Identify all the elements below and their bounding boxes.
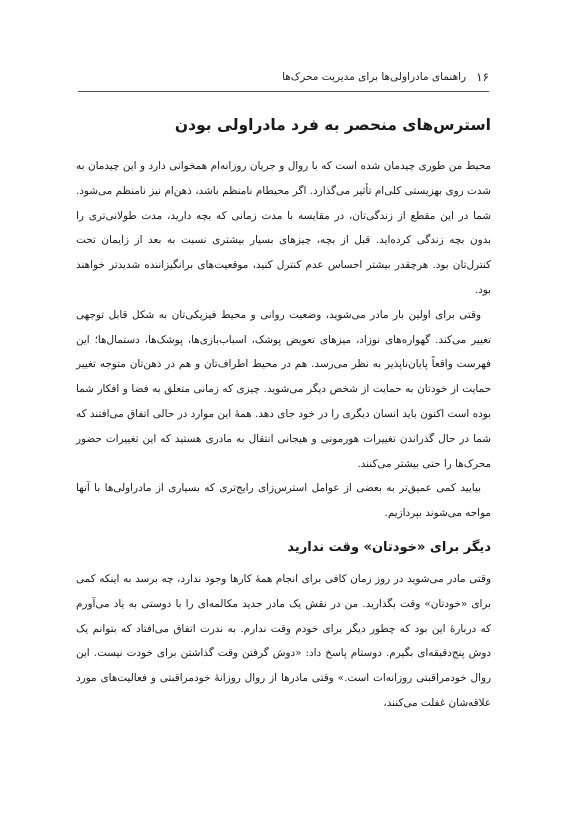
subsection-heading: دیگر برای «خودتان» وقت ندارید [287, 539, 491, 555]
running-head-title: راهنمای مادراولی‌ها برای مدیریت محرک‌ها [282, 71, 467, 83]
section-heading: استرس‌های منحصر به فرد مادراولی بودن [174, 116, 491, 134]
body-paragraph: محیط من طوری چیدمان شده است که با روال و جریان روزانه‌ام همخوانی دارد و این چیدمان به شدت روی بهزیستی کلی‌ام تأثیر می‌گذارد. اگر محیطام نامنظم باشد، ذهن‌ام نیز نامنظم می‌شود. شما در این مقطع از زندگی‌تان، در مقایسه با مدت زمانی که بچه دارید، مدت طولانی‌تری را بدون بچه زندگی کرده‌اید. قبل از بچه، چیزهای بسیار بیشتری نسبت به بعد از زایمان تحت کنترل‌تان بود. هرچقدر بیشتر احساس عدم کنترل کنید، موقعیت‌های برانگیزاننده شدیدتر خواهند بود. [76, 160, 491, 296]
header-rule [78, 91, 489, 92]
body-paragraph: وقتی برای اولین بار مادر می‌شوید، وضعیت روانی و محیط فیزیکی‌تان به شکل قابل توجهی تغییر می‌کند. گهواره‌های نوزاد، میزهای تعویض پوشک، اسباب‌بازی‌ها، پوشک‌ها، دستمال‌ها؛ این فهرست واقعاً پایان‌ناپذیر به نظر می‌رسد. هم در محیط اطراف‌تان و هم در ذهن‌تان متوجه تغییر حمایت از خودتان به حمایت از شخص دیگر می‌شوید. چیزی که زمانی متعلق به فضا و افکار شما بوده است اکنون باید انسان دیگری را در خود جای دهد. همهٔ این موارد در حالی اتفاق می‌افتند که شما در حال گذراندن تغییرات هورمونی و هیجانی انتقال به مادری هستید که این تغییرات حضور محرک‌ها را حتی بیشتر می‌کنند. [76, 308, 491, 470]
running-head [78, 67, 489, 87]
page-body [76, 116, 491, 716]
page-number: ۱۶ [476, 70, 489, 84]
body-paragraph: وقتی مادر می‌شوید در روز زمان کافی برای انجام همهٔ کارها وجود ندارد، چه برسد به اینکه کمی برای «خودتان» وقت بگذارید. من در نقش یک مادر جدید مکالمه‌ای را با دوستی به یاد می‌آورم که دربارهٔ این بود که چطور دیگر برای خودم وقت ندارم. به ندرت اتفاق می‌افتاد که بتوانم یک دوش پنج‌دقیقه‌ای بگیرم. دوستام پاسخ داد: «دوش گرفتن وقت گذاشتن برای خودت نیست. این روال خودمراقبتی روزانه‌ات است.» وقتی مادرها از روال روزانهٔ خودمراقبتی و فعالیت‌های مورد علاقه‌شان غفلت می‌کنند، [76, 572, 491, 709]
body-paragraph: بیایید کمی عمیق‌تر به بعضی از عوامل استرس‌زای رایج‌تری که بسیاری از مادراولی‌ها با آنها مواجه می‌شوند بپردازیم. [76, 482, 491, 520]
